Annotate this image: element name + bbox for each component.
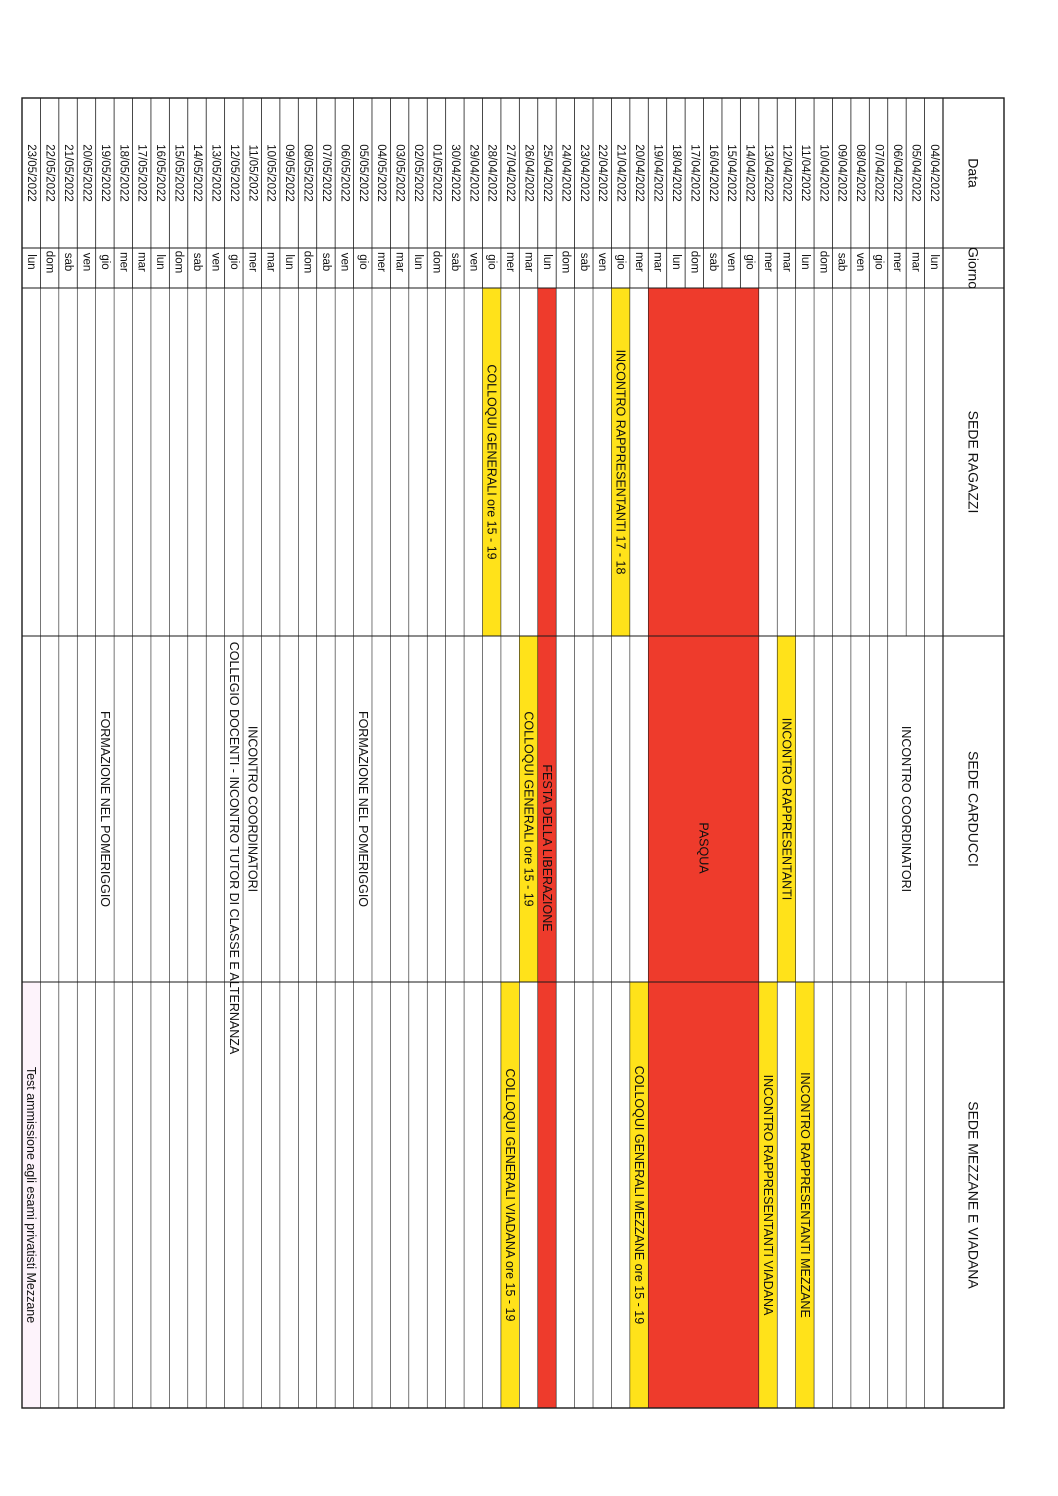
event-label: COLLEGIO DOCENTI - INCONTRO TUTOR DI CLASSE E ALTERNANZA xyxy=(226,641,241,1055)
row-date: 19/05/2022 xyxy=(98,144,111,202)
row-day: lun xyxy=(669,254,682,270)
row-day: dom xyxy=(301,250,314,274)
header-sede-mezzane-viadana: SEDE MEZZANE E VIADANA xyxy=(965,1101,982,1289)
row-date: 04/04/2022 xyxy=(927,144,940,202)
row-date: 11/04/2022 xyxy=(798,144,811,202)
event-label: COLLOQUI GENERALI ore 15 - 19 xyxy=(521,711,536,907)
row-day: sab xyxy=(835,252,848,272)
row-day: mer xyxy=(375,252,388,272)
row-date: 16/04/2022 xyxy=(706,144,719,202)
header-sede-carducci: SEDE CARDUCCI xyxy=(965,751,982,867)
row-date: 13/05/2022 xyxy=(209,144,222,202)
row-date: 15/04/2022 xyxy=(725,144,738,202)
row-date: 12/04/2022 xyxy=(780,144,793,202)
row-day: ven xyxy=(338,252,351,272)
event-label: PASQUA xyxy=(696,822,711,874)
row-date: 20/04/2022 xyxy=(633,144,646,202)
event-label: FORMAZIONE NEL POMERIGGIO xyxy=(97,710,112,908)
row-date: 11/05/2022 xyxy=(246,144,259,202)
row-day: ven xyxy=(725,252,738,272)
row-day: ven xyxy=(596,252,609,272)
row-day: lun xyxy=(25,254,38,270)
row-day: lun xyxy=(798,254,811,270)
event-label: INCONTRO RAPPRESENTANTI 17 - 18 xyxy=(613,349,628,575)
row-date: 09/05/2022 xyxy=(283,144,296,202)
row-date: 29/04/2022 xyxy=(467,144,480,202)
row-date: 03/05/2022 xyxy=(393,144,406,202)
row-day: gio xyxy=(614,254,627,270)
row-date: 10/04/2022 xyxy=(817,144,830,202)
row-day: mer xyxy=(117,252,130,272)
row-day: gio xyxy=(743,254,756,270)
row-day: mar xyxy=(909,252,922,272)
event-label: INCONTRO COORDINATORI xyxy=(245,725,260,893)
row-day: ven xyxy=(467,252,480,272)
row-date: 18/04/2022 xyxy=(669,144,682,202)
row-date: 17/04/2022 xyxy=(688,144,701,202)
row-day: mer xyxy=(890,252,903,272)
header-sede-ragazzi: SEDE RAGAZZI xyxy=(965,410,982,514)
event-label: Test ammissione agli esami privatisti Mezzane xyxy=(24,1066,39,1324)
row-date: 23/04/2022 xyxy=(577,144,590,202)
row-day: dom xyxy=(430,250,443,274)
row-date: 24/04/2022 xyxy=(559,144,572,202)
row-date: 20/05/2022 xyxy=(80,144,93,202)
row-date: 22/05/2022 xyxy=(43,144,56,202)
row-day: dom xyxy=(688,250,701,274)
row-day: gio xyxy=(872,254,885,270)
row-date: 18/05/2022 xyxy=(117,144,130,202)
row-date: 19/04/2022 xyxy=(651,144,664,202)
row-date: 16/05/2022 xyxy=(154,144,167,202)
event-label: INCONTRO RAPPRESENTANTI VIADANA xyxy=(761,1074,776,1316)
row-day: mar xyxy=(522,252,535,272)
event-label: INCONTRO COORDINATORI xyxy=(899,725,914,893)
row-date: 26/04/2022 xyxy=(522,144,535,202)
row-date: 06/04/2022 xyxy=(890,144,903,202)
row-day: mar xyxy=(264,252,277,272)
event-label: FORMAZIONE NEL POMERIGGIO xyxy=(355,710,370,908)
row-day: mer xyxy=(246,252,259,272)
row-day: mer xyxy=(504,252,517,272)
row-day: dom xyxy=(172,250,185,274)
header-giorno: Giorno xyxy=(965,246,982,290)
row-date: 28/04/2022 xyxy=(485,144,498,202)
row-date: 14/05/2022 xyxy=(190,144,203,202)
row-day: lun xyxy=(412,254,425,270)
row-date: 06/05/2022 xyxy=(338,144,351,202)
row-date: 12/05/2022 xyxy=(227,144,240,202)
event-label: COLLOQUI GENERALI ore 15 - 19 xyxy=(484,364,499,560)
row-day: lun xyxy=(154,254,167,270)
row-day: mar xyxy=(780,252,793,272)
row-date: 21/05/2022 xyxy=(62,144,75,202)
row-date: 17/05/2022 xyxy=(135,144,148,202)
row-day: sab xyxy=(706,252,719,272)
row-day: sab xyxy=(577,252,590,272)
row-day: gio xyxy=(98,254,111,270)
row-day: dom xyxy=(817,250,830,274)
row-day: mar xyxy=(135,252,148,272)
row-date: 30/04/2022 xyxy=(448,144,461,202)
row-date: 07/04/2022 xyxy=(872,144,885,202)
header-data: Data xyxy=(965,158,982,188)
row-date: 08/04/2022 xyxy=(854,144,867,202)
row-date: 14/04/2022 xyxy=(743,144,756,202)
row-day: ven xyxy=(209,252,222,272)
event-label: COLLOQUI GENERALI MEZZANE ore 15 - 19 xyxy=(632,1065,647,1325)
row-date: 07/05/2022 xyxy=(319,144,332,202)
row-day: dom xyxy=(43,250,56,274)
row-date: 22/04/2022 xyxy=(596,144,609,202)
row-day: mer xyxy=(762,252,775,272)
row-day: lun xyxy=(927,254,940,270)
row-day: mar xyxy=(393,252,406,272)
row-date: 10/05/2022 xyxy=(264,144,277,202)
row-day: gio xyxy=(485,254,498,270)
event-label: COLLOQUI GENERALI VIADANA ore 15 - 19 xyxy=(503,1068,518,1322)
row-day: gio xyxy=(227,254,240,270)
event-label: INCONTRO RAPPRESENTANTI MEZZANE xyxy=(797,1072,812,1318)
row-date: 01/05/2022 xyxy=(430,144,443,202)
row-day: lun xyxy=(283,254,296,270)
row-day: lun xyxy=(540,254,553,270)
row-day: sab xyxy=(62,252,75,272)
row-day: mar xyxy=(651,252,664,272)
row-day: dom xyxy=(559,250,572,274)
row-day: sab xyxy=(319,252,332,272)
row-day: ven xyxy=(854,252,867,272)
row-date: 05/04/2022 xyxy=(909,144,922,202)
row-day: sab xyxy=(448,252,461,272)
row-date: 04/05/2022 xyxy=(375,144,388,202)
row-date: 27/04/2022 xyxy=(504,144,517,202)
row-date: 25/04/2022 xyxy=(540,144,553,202)
row-date: 09/04/2022 xyxy=(835,144,848,202)
row-date: 15/05/2022 xyxy=(172,144,185,202)
row-date: 02/05/2022 xyxy=(412,144,425,202)
event-label: FESTA DELLA LIBERAZIONE xyxy=(539,764,554,932)
row-day: ven xyxy=(80,252,93,272)
event-label: INCONTRO RAPPRESENTANTI xyxy=(779,717,794,901)
row-date: 23/05/2022 xyxy=(25,144,38,202)
row-day: sab xyxy=(190,252,203,272)
row-date: 05/05/2022 xyxy=(356,144,369,202)
row-date: 21/04/2022 xyxy=(614,144,627,202)
row-day: mer xyxy=(633,252,646,272)
row-date: 13/04/2022 xyxy=(762,144,775,202)
row-day: gio xyxy=(356,254,369,270)
row-date: 08/05/2022 xyxy=(301,144,314,202)
